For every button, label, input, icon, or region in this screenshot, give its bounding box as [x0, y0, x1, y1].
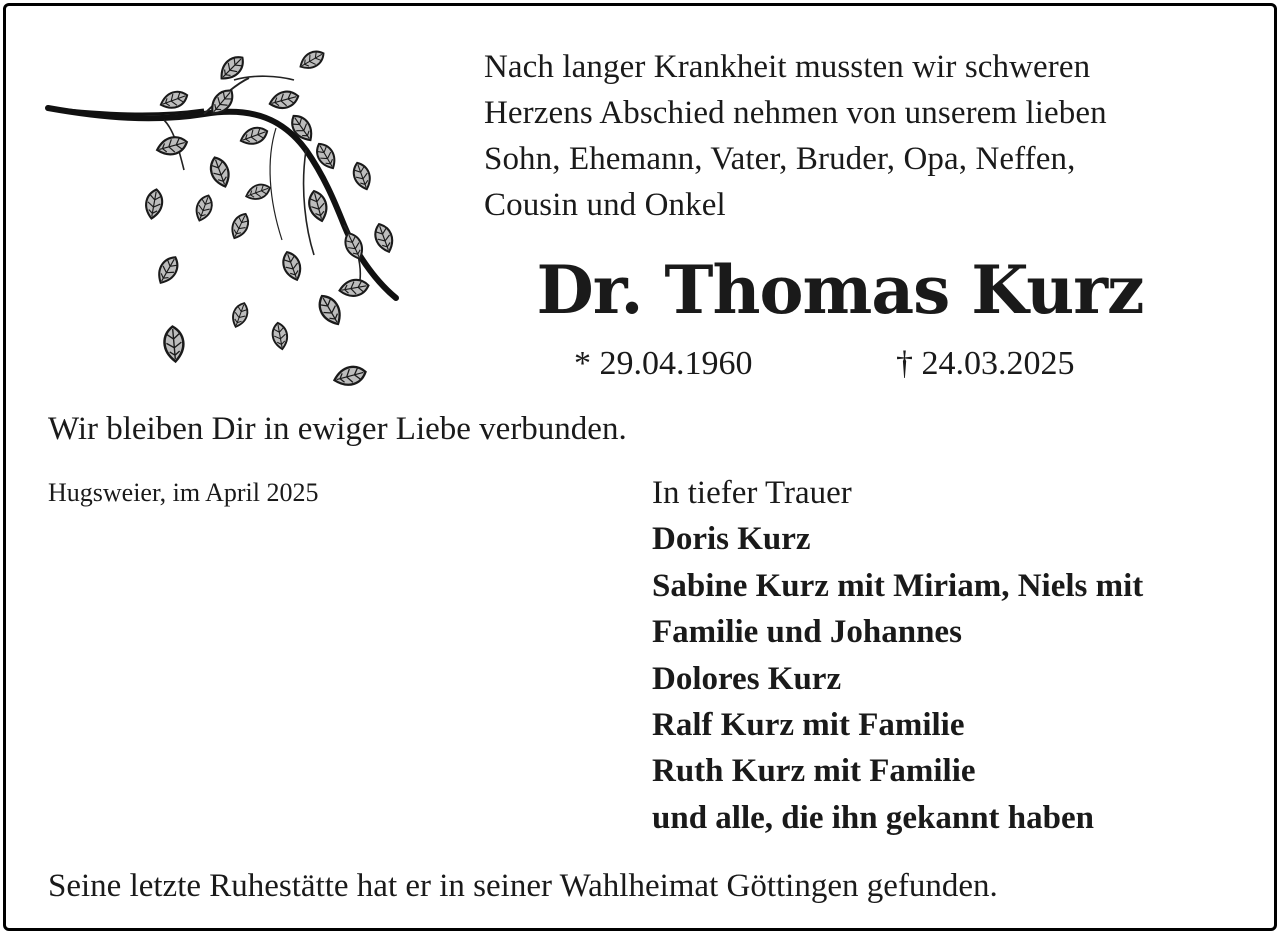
announcement-line: Nach langer Krankheit mussten wir schweren — [484, 49, 1091, 85]
announcement-line: Herzens Abschied nehmen von unserem lieben — [484, 95, 1107, 131]
deceased-name: Dr. Thomas Kurz — [536, 251, 1144, 329]
announcement-line: Cousin und Onkel — [484, 187, 726, 223]
death-date: † 24.03.2025 — [896, 345, 1075, 382]
mourner-name: Dolores Kurz — [652, 660, 842, 697]
mourner-name: Ralf Kurz mit Familie — [652, 707, 965, 744]
place-and-date: Hugsweier, im April 2025 — [48, 478, 319, 507]
birth-date: * 29.04.1960 — [574, 345, 753, 382]
announcement-text — [484, 44, 1244, 228]
mourner-name: Doris Kurz — [652, 521, 811, 558]
mourner-name: Ruth Kurz mit Familie — [652, 753, 976, 790]
mourning-heading: In tiefer Trauer — [652, 475, 852, 511]
leafy-branch-icon — [44, 40, 414, 400]
mourner-name: Familie und Johannes — [652, 614, 962, 651]
mourner-name: und alle, die ihn gekannt haben — [652, 799, 1094, 836]
mourners-block — [652, 470, 1252, 841]
remembrance-line: Wir bleiben Dir in ewiger Liebe verbunden. — [48, 411, 627, 447]
mourner-name: Sabine Kurz mit Miriam, Niels mit — [652, 567, 1144, 604]
announcement-line: Sohn, Ehemann, Vater, Bruder, Opa, Neffen, — [484, 141, 1076, 177]
resting-place-line: Seine letzte Ruhestätte hat er in seiner Wahlheimat Göttingen gefunden. — [48, 868, 998, 904]
